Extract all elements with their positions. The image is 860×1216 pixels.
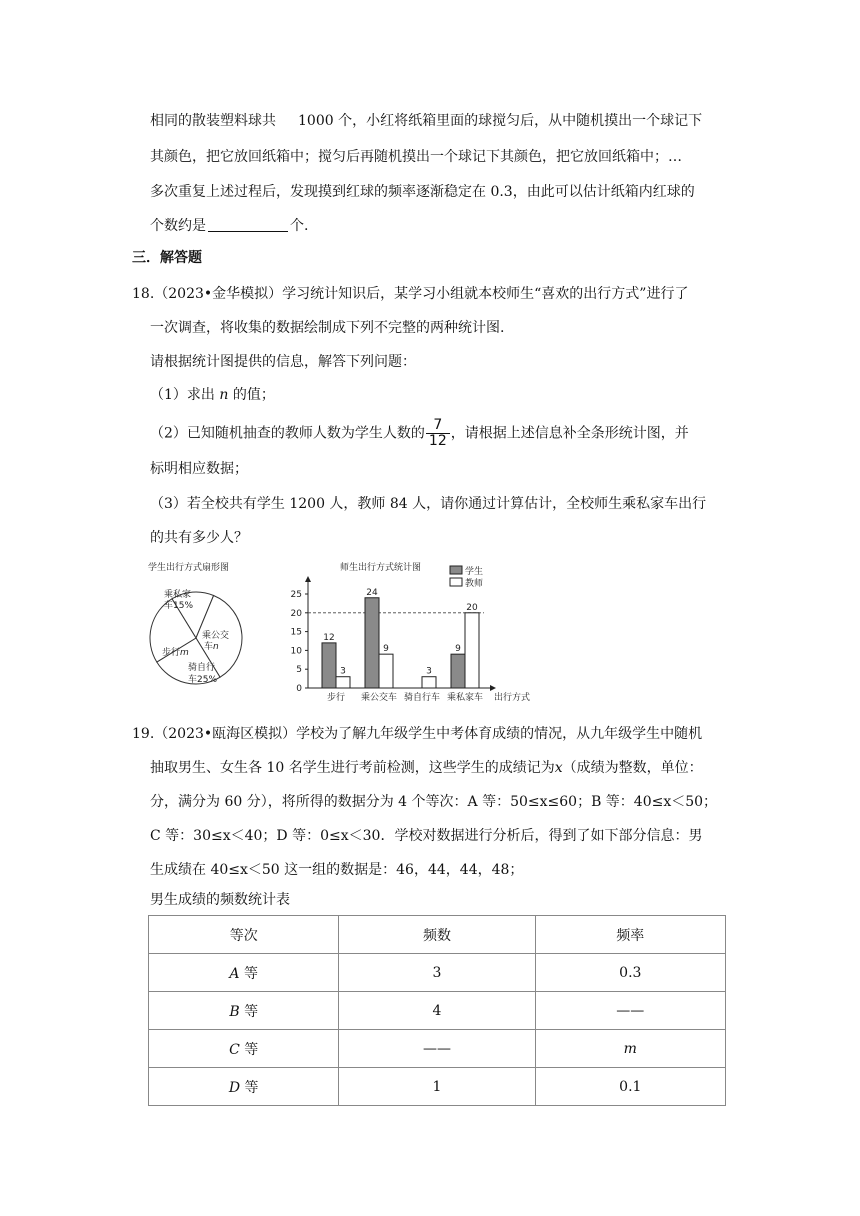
- q19-line-4: C 等：30≤x＜40；D 等：0≤x＜30．学校对数据进行分析后，得到了如下部分信息：男: [150, 828, 703, 844]
- bar-legend: [450, 565, 483, 589]
- q18-line-1: 18.（2023•金华模拟）学习统计知识后，某学习小组就本校师生“喜欢的出行方式”进行了: [132, 286, 689, 302]
- q17-line-1: [150, 111, 702, 131]
- pie-chart: [148, 561, 242, 685]
- q17-line-4: [150, 216, 308, 236]
- q17-line-4a: 个数约是: [150, 218, 206, 234]
- cell-frequency: m: [535, 1030, 725, 1068]
- frequency-table: [148, 915, 726, 1106]
- bar-1-0: [365, 598, 379, 688]
- category-label: 乘私家车: [446, 693, 484, 703]
- cell-frequency: 0.1: [535, 1068, 725, 1106]
- q18-p2b: ，请根据上述信息补全条形统计图，并: [450, 425, 689, 442]
- table-row: [149, 992, 726, 1030]
- table-row: [149, 1030, 726, 1068]
- bar-0-1: [336, 677, 350, 688]
- legend-swatch: [450, 578, 462, 586]
- q18-p1b: 的值；: [232, 387, 275, 403]
- cell-grade: B 等: [149, 992, 339, 1030]
- legend-swatch: [450, 566, 462, 574]
- pie-title: 学生出行方式扇形图: [148, 563, 230, 573]
- q19-line-2a: 抽取男生、女生各 10 名学生进行考前检测，这些学生的成绩记为: [150, 760, 555, 776]
- q18-part-3: （3）若全校共有学生 1200 人，教师 84 人，请你通过计算估计，全校师生乘私家车出行: [150, 496, 707, 512]
- pie-label-car-2: 车15%: [164, 601, 194, 611]
- bar-1-1: [379, 654, 393, 688]
- bar-0-0: [322, 643, 336, 688]
- cell-frequency: ——: [535, 992, 725, 1030]
- x-axis-label: 出行方式: [494, 693, 531, 703]
- cell-grade: C 等: [149, 1030, 339, 1068]
- fraction: [426, 418, 450, 449]
- q19-line-3: 分，满分为 60 分），将所得的数据分为 4 个等次：A 等：50≤x≤60；B 等：40≤x＜50；: [150, 794, 718, 810]
- category-label: 骑自行车: [403, 693, 441, 703]
- table-header-row: [149, 916, 726, 954]
- q18-p2a: （2）已知随机抽查的教师人数为学生人数的: [150, 425, 425, 442]
- table-row: [149, 1068, 726, 1106]
- pie-label-bike-2: 车25%: [188, 675, 218, 685]
- section-title: 三．解答题: [132, 250, 202, 266]
- cell-grade: D 等: [149, 1068, 339, 1106]
- y-tick-label: 25: [290, 590, 302, 600]
- q18-p1-var: n: [219, 387, 229, 403]
- q17-line-3: 多次重复上述过程后，发现摸到红球的频率逐渐稳定在 0.3，由此可以估计纸箱内红球的: [150, 184, 695, 200]
- q17-line-4b: 个.: [290, 218, 309, 234]
- fraction-denominator: 12: [428, 433, 447, 449]
- y-axis-arrow: [305, 576, 311, 582]
- table-title: 男生成绩的频数统计表: [150, 892, 290, 908]
- bar-title: 师生出行方式统计图: [340, 563, 422, 573]
- q18-part-2-cont: 标明相应数据；: [150, 461, 248, 477]
- q17-line-1a: 相同的散装塑料球共: [150, 113, 276, 129]
- y-tick-label: 5: [296, 665, 302, 676]
- pie-label-bus-2: 车n: [204, 642, 219, 652]
- y-tick-label: 15: [290, 627, 302, 638]
- bar-chart: [291, 561, 530, 703]
- q18-part-3-cont: 的共有多少人？: [150, 530, 248, 546]
- q18-p1a: （1）求出: [150, 387, 215, 403]
- q19-line-1: 19.（2023•瓯海区模拟）学校为了解九年级学生中考体育成绩的情况，从九年级学生中随机: [132, 726, 703, 742]
- cell-count: 4: [339, 992, 535, 1030]
- q19-line-2b: （成绩为整数，单位：: [562, 760, 703, 776]
- y-tick-label: 10: [290, 646, 302, 657]
- legend-label: 教师: [465, 579, 484, 589]
- header-count: 频数: [339, 916, 535, 954]
- pie-label-walk: 步行m: [162, 648, 189, 658]
- category-label: 乘公交车: [360, 693, 398, 703]
- q18-part-1: [150, 385, 275, 405]
- charts-figure: [146, 556, 546, 706]
- q19-line-5: 生成绩在 40≤x＜50 这一组的数据是：46，44，44，48；: [150, 862, 524, 878]
- x-axis-arrow: [490, 685, 496, 691]
- q18-line-2: 一次调查，将收集的数据绘制成下列不完整的两种统计图.: [150, 320, 505, 336]
- q17-line-1b: 1000 个，小红将纸箱里面的球搅匀后，从中随机摸出一个球记下: [298, 113, 703, 129]
- header-frequency: 频率: [535, 916, 725, 954]
- bar-value-label: 12: [323, 632, 335, 643]
- pie-label-bus-1: 乘公交: [202, 631, 230, 641]
- q19-var-x: x: [554, 760, 563, 776]
- pie-label-car-1: 乘私家: [164, 590, 192, 600]
- q17-line-2: 其颜色，把它放回纸箱中；搅匀后再随机摸出一个球记下其颜色，把它放回纸箱中；…: [150, 149, 682, 165]
- bar-value-label: 24: [366, 587, 378, 598]
- q18-part-2: [150, 418, 689, 449]
- header-grade: 等次: [149, 916, 339, 954]
- bar-value-label: 9: [383, 644, 389, 655]
- cell-count: ——: [339, 1030, 535, 1068]
- bar-2-1: [422, 677, 436, 688]
- q19-line-2: [150, 758, 703, 778]
- cell-grade: A 等: [149, 954, 339, 992]
- table-row: [149, 954, 726, 992]
- bar-value-label: 9: [455, 644, 461, 655]
- cell-count: 3: [339, 954, 535, 992]
- bar-3-1: [465, 613, 479, 688]
- bar-value-label: 3: [340, 666, 346, 677]
- bar-marks: [322, 588, 530, 703]
- cell-frequency: 0.3: [535, 954, 725, 992]
- y-tick-label: 20: [290, 608, 302, 619]
- cell-count: 1: [339, 1068, 535, 1106]
- answer-blank: [208, 217, 288, 232]
- pie-label-bike-1: 骑自行: [188, 663, 216, 673]
- category-label: 步行: [326, 693, 346, 703]
- legend-label: 学生: [465, 567, 484, 577]
- bar-value-label: 3: [426, 666, 432, 677]
- y-tick-label: 0: [296, 684, 302, 694]
- q18-line-3: 请根据统计图提供的信息，解答下列问题：: [150, 354, 416, 370]
- fraction-numerator: 7: [426, 418, 450, 434]
- bar-3-0: [451, 654, 465, 688]
- bar-value-label: 20: [466, 602, 478, 613]
